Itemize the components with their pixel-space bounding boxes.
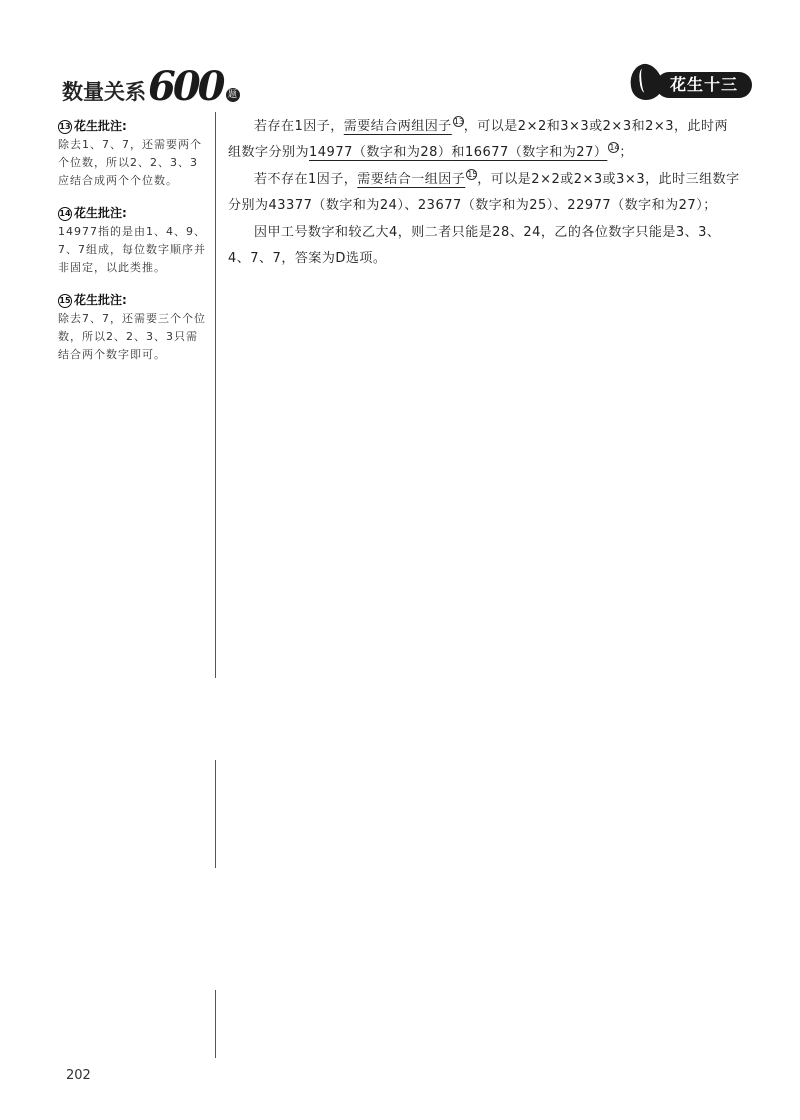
annotation-ref-14[interactable]: 14 [609, 143, 620, 152]
annotation-body: 除去7、7，还需要三个个位数，所以2、2、3、3只需结合两个数字即可。 [58, 312, 206, 361]
annotation-number: 15 [58, 294, 72, 308]
paragraph-case-with-factor-1 [228, 114, 740, 166]
text-run: 若不存在1因子， [254, 172, 358, 187]
underlined-text: 需要结合两组因子 [343, 119, 452, 134]
annotation-ref-15[interactable]: 15 [467, 170, 478, 179]
solution-text [228, 114, 740, 273]
annotation-body: 14977指的是由1、4、9、7、7组成，每位数字顺序并非固定，以此类推。 [58, 225, 206, 274]
underlined-text: 和 [451, 145, 465, 160]
text-run: ； [619, 145, 633, 160]
text-run: ，可以是2×2和3×3或2×3和2×3，此时两组数字分别为 [228, 119, 729, 160]
text-run: 若存在1因子， [254, 119, 344, 134]
column-divider [215, 112, 216, 678]
brand-name: 花生十三 [656, 72, 752, 98]
annotation-body: 除去1、7、7，还需要两个个位数，所以2、2、3、3应结合成两个个位数。 [58, 138, 202, 187]
page-number: 202 [66, 1068, 91, 1083]
column-divider [215, 990, 216, 1058]
annotation-15 [58, 291, 208, 364]
brand-logo [630, 62, 752, 100]
paragraph-conclusion: 因甲工号数字和较乙大4，则二者只能是28、24，乙的各位数字只能是3、3、4、7、7，答案为D选项。 [228, 225, 721, 266]
annotation-title [58, 204, 208, 222]
annotation-13 [58, 117, 208, 190]
paragraph-case-without-factor-1 [228, 167, 740, 219]
annotation-number: 14 [58, 207, 72, 221]
book-title-badge: 题 [226, 88, 240, 102]
annotation-sidebar [58, 117, 208, 378]
book-title-number: 600 [148, 63, 223, 110]
underlined-text: 14977（数字和为28） [309, 145, 452, 160]
annotation-14 [58, 204, 208, 277]
underlined-text: 需要结合一组因子 [357, 172, 466, 187]
annotation-title-text: 花生批注: [74, 206, 127, 220]
annotation-title-text: 花生批注: [74, 119, 127, 133]
underlined-text: 16677（数字和为27） [464, 145, 608, 160]
annotation-title [58, 117, 208, 135]
column-divider [215, 760, 216, 868]
text-run: ，可以是2×2或2×3或3×3，此时三组数字分别为43377（数字和为24）、23677（数字和为25）、22977（数字和为27）； [228, 172, 740, 213]
annotation-number: 13 [58, 120, 72, 134]
book-title [62, 63, 240, 110]
annotation-title-text: 花生批注: [74, 293, 127, 307]
book-title-text: 数量关系 [62, 80, 146, 104]
annotation-title [58, 291, 208, 309]
page-header [62, 62, 752, 110]
annotation-ref-13[interactable]: 13 [453, 117, 464, 126]
